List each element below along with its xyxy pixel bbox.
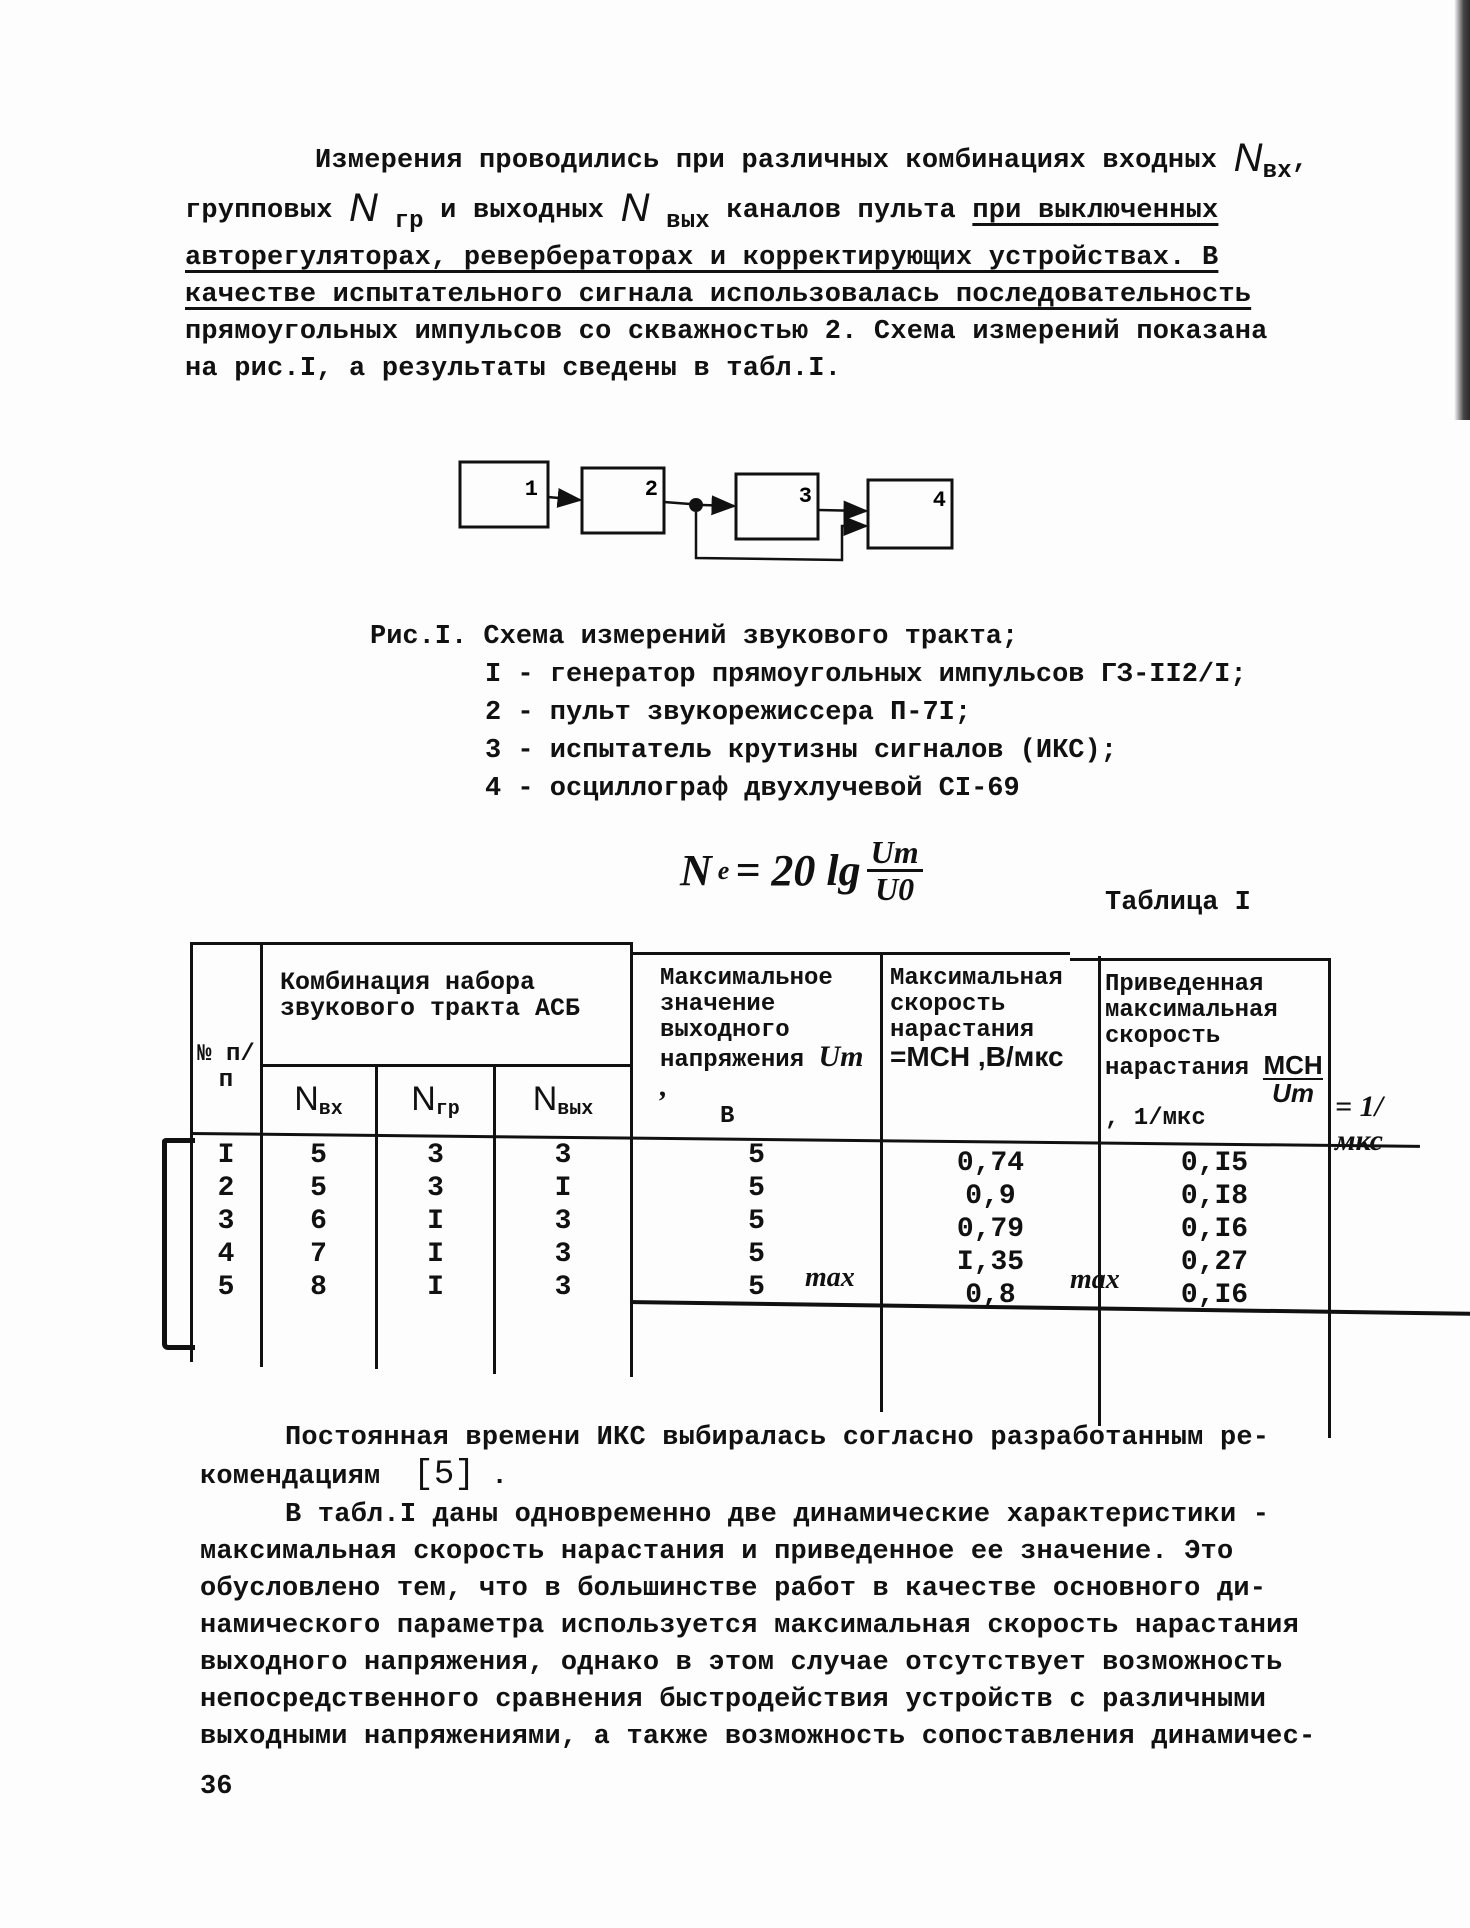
table-cell-n-gr: I (427, 1239, 444, 1270)
measurement-block-diagram (450, 440, 1070, 580)
body2-line: выходного напряжения, однако в этом случае отсутствует возможность (200, 1648, 1283, 1678)
header-reduced-rate: Приведенная максимальная скорость нарастания МСН Um , 1/мкс (1105, 971, 1323, 1132)
body2-line: выходными напряжениями, а также возможность сопоставления динамичес- (200, 1722, 1316, 1752)
table-cell-msn: 0,79 (956, 1214, 1025, 1245)
body-paragraph-1 (200, 1420, 1290, 1496)
table-cell-n-out: 3 (554, 1140, 572, 1171)
symbol-N: N (349, 186, 379, 230)
intro-line-4: качестве испытательного сигнала использовалась последовательность (185, 280, 1252, 310)
table-cell-n-in: 6 (310, 1206, 327, 1237)
symbol-N: N (1233, 136, 1263, 180)
table-cell-msn: 0,8 (965, 1280, 1016, 1311)
page-number: 36 (200, 1772, 233, 1802)
caption-item: I - генератор прямоугольных импульсов ГЗ-II2/I; (485, 660, 1247, 690)
intro-line-1: Измерения проводились при различных комбинациях входных Nвх, (315, 136, 1309, 185)
header-n-gr: Nгр (411, 1080, 460, 1121)
table-cell-reduced: 0,27 (1180, 1247, 1249, 1278)
bypass-arrow-to-4 (696, 512, 866, 560)
caption-title: Рис.I. Схема измерений звукового тракта; (370, 622, 1019, 652)
table-cell-reduced: 0,I6 (1180, 1214, 1249, 1245)
table-cell-num: I (217, 1140, 235, 1171)
figure-caption (370, 618, 1247, 808)
intro-line-2: групповых N гр и выходных N вых каналов пульта при выключенных (185, 186, 1219, 235)
block-4 (868, 480, 952, 548)
table-cell-n-in: 5 (310, 1140, 327, 1171)
table-cell-n-gr: 3 (427, 1173, 444, 1204)
svg-text:2: 2 (644, 477, 658, 502)
arrow-3-4 (818, 510, 866, 511)
table-cell-um: 5 (748, 1140, 765, 1171)
intro-line-5: прямоугольных импульсов со скважностью 2. Схема измерений показана (185, 317, 1268, 347)
body2-line: максимальная скорость нарастания и приведенное ее значение. Это (200, 1537, 1234, 1567)
table-cell-n-in: 7 (310, 1239, 327, 1270)
table-cell-n-in: 5 (310, 1173, 327, 1204)
table-cell-n-gr: I (427, 1272, 444, 1303)
table-cell-um: 5 (748, 1173, 765, 1204)
table-cell-num: 3 (217, 1206, 235, 1237)
header-max-rate: Максимальная скорость нарастания =МСН ,В/мкс (890, 965, 1064, 1072)
intro-line-3: авторегуляторах, ревербераторах и корректирующих устройствах. В (185, 243, 1219, 273)
block-3 (736, 474, 818, 539)
formula-fraction: $\frac{Um}{U0}$ (867, 835, 923, 906)
body2-line: непосредственного сравнения быстродействия устройств с различными (200, 1685, 1267, 1715)
table-cell-num: 2 (217, 1173, 235, 1204)
handwritten-max-mark: max (805, 1262, 855, 1293)
arrow-junction-3 (702, 505, 734, 506)
table-cell-msn: I,35 (956, 1247, 1025, 1278)
table-border-top (1070, 958, 1328, 961)
wire-2-junction (664, 502, 690, 504)
caption-item: 4 - осциллограф двухлучевой CI-69 (485, 774, 1020, 804)
body2-line: обусловлено тем, что в большинстве работ в качестве основного ди- (200, 1574, 1267, 1604)
table-cell-n-gr: I (427, 1206, 444, 1237)
handwritten-max-mark: max (1070, 1264, 1120, 1295)
svg-text:1: 1 (524, 477, 538, 502)
table-cell-num: 4 (217, 1239, 235, 1270)
handwritten-unit-note: = 1/мкс (1335, 1090, 1383, 1157)
table-title: Таблица I (1105, 888, 1251, 918)
body1-line-1: Постоянная времени ИКС выбиралась согласно разработанным ре- (285, 1423, 1270, 1453)
reference-link[interactable]: [5] (413, 1456, 476, 1494)
table-cell-n-out: I (554, 1173, 572, 1204)
body1-line-2: комендациям [5] . (200, 1456, 508, 1494)
junction-node (689, 498, 703, 512)
body-paragraph-2 (200, 1497, 1316, 1756)
body2-line: В табл.I даны одновременно две динамические характеристики - (285, 1500, 1270, 1530)
table-cell-n-in: 8 (310, 1272, 327, 1303)
table-cell-n-out: 3 (554, 1206, 572, 1237)
table-cell-msn: 0,9 (965, 1181, 1016, 1212)
intro-paragraph (185, 136, 1320, 388)
col-border (1328, 958, 1331, 1438)
block-1 (460, 462, 548, 527)
header-combination: Комбинация набора звукового тракта АСБ (280, 968, 581, 1023)
intro-line-6: на рис.I, а результаты сведены в табл.I. (185, 354, 842, 384)
table-cell-reduced: 0,I6 (1180, 1280, 1249, 1311)
table-cell-um: 5 (748, 1206, 765, 1237)
table-cell-n-out: 3 (554, 1272, 572, 1303)
header-num: № п/п (197, 1041, 255, 1094)
table-cell-um: 5 (748, 1239, 765, 1270)
reduced-rate-fraction: МСН Um (1263, 1050, 1323, 1108)
handwritten-bracket (162, 1138, 195, 1350)
symbol-N: N (620, 186, 650, 230)
header-n-in: Nвх (294, 1080, 343, 1121)
table-cell-msn: 0,74 (956, 1148, 1025, 1179)
arrow-1-2 (548, 497, 580, 500)
table-cell-reduced: 0,I5 (1180, 1148, 1249, 1179)
subheader-divider (260, 1064, 630, 1067)
scan-edge-shadow (1454, 0, 1470, 420)
block-2 (582, 468, 664, 533)
header-max-voltage: Максимальное значение выходного напряжения Um , В (660, 965, 864, 1130)
table-border-top (190, 942, 630, 945)
caption-item: 3 - испытатель крутизны сигналов (ИКС); (485, 736, 1117, 766)
svg-text:4: 4 (932, 488, 946, 513)
table-cell-reduced: 0,I8 (1180, 1181, 1249, 1212)
table-border-top (630, 952, 1070, 955)
svg-text:3: 3 (798, 484, 812, 509)
header-n-out: Nвых (532, 1080, 594, 1121)
caption-item: 2 - пульт звукорежиссера П-7I; (485, 698, 972, 728)
table-cell-n-out: 3 (554, 1239, 572, 1270)
handwritten-formula: N e = 20 lg $\frac{Um}{U0}$ (680, 835, 923, 906)
table-cell-num: 5 (217, 1272, 235, 1303)
table-cell-n-gr: 3 (427, 1140, 444, 1171)
table-cell-um: 5 (748, 1272, 765, 1303)
body2-line: намического параметра используется максимальная скорость нарастания (200, 1611, 1299, 1641)
